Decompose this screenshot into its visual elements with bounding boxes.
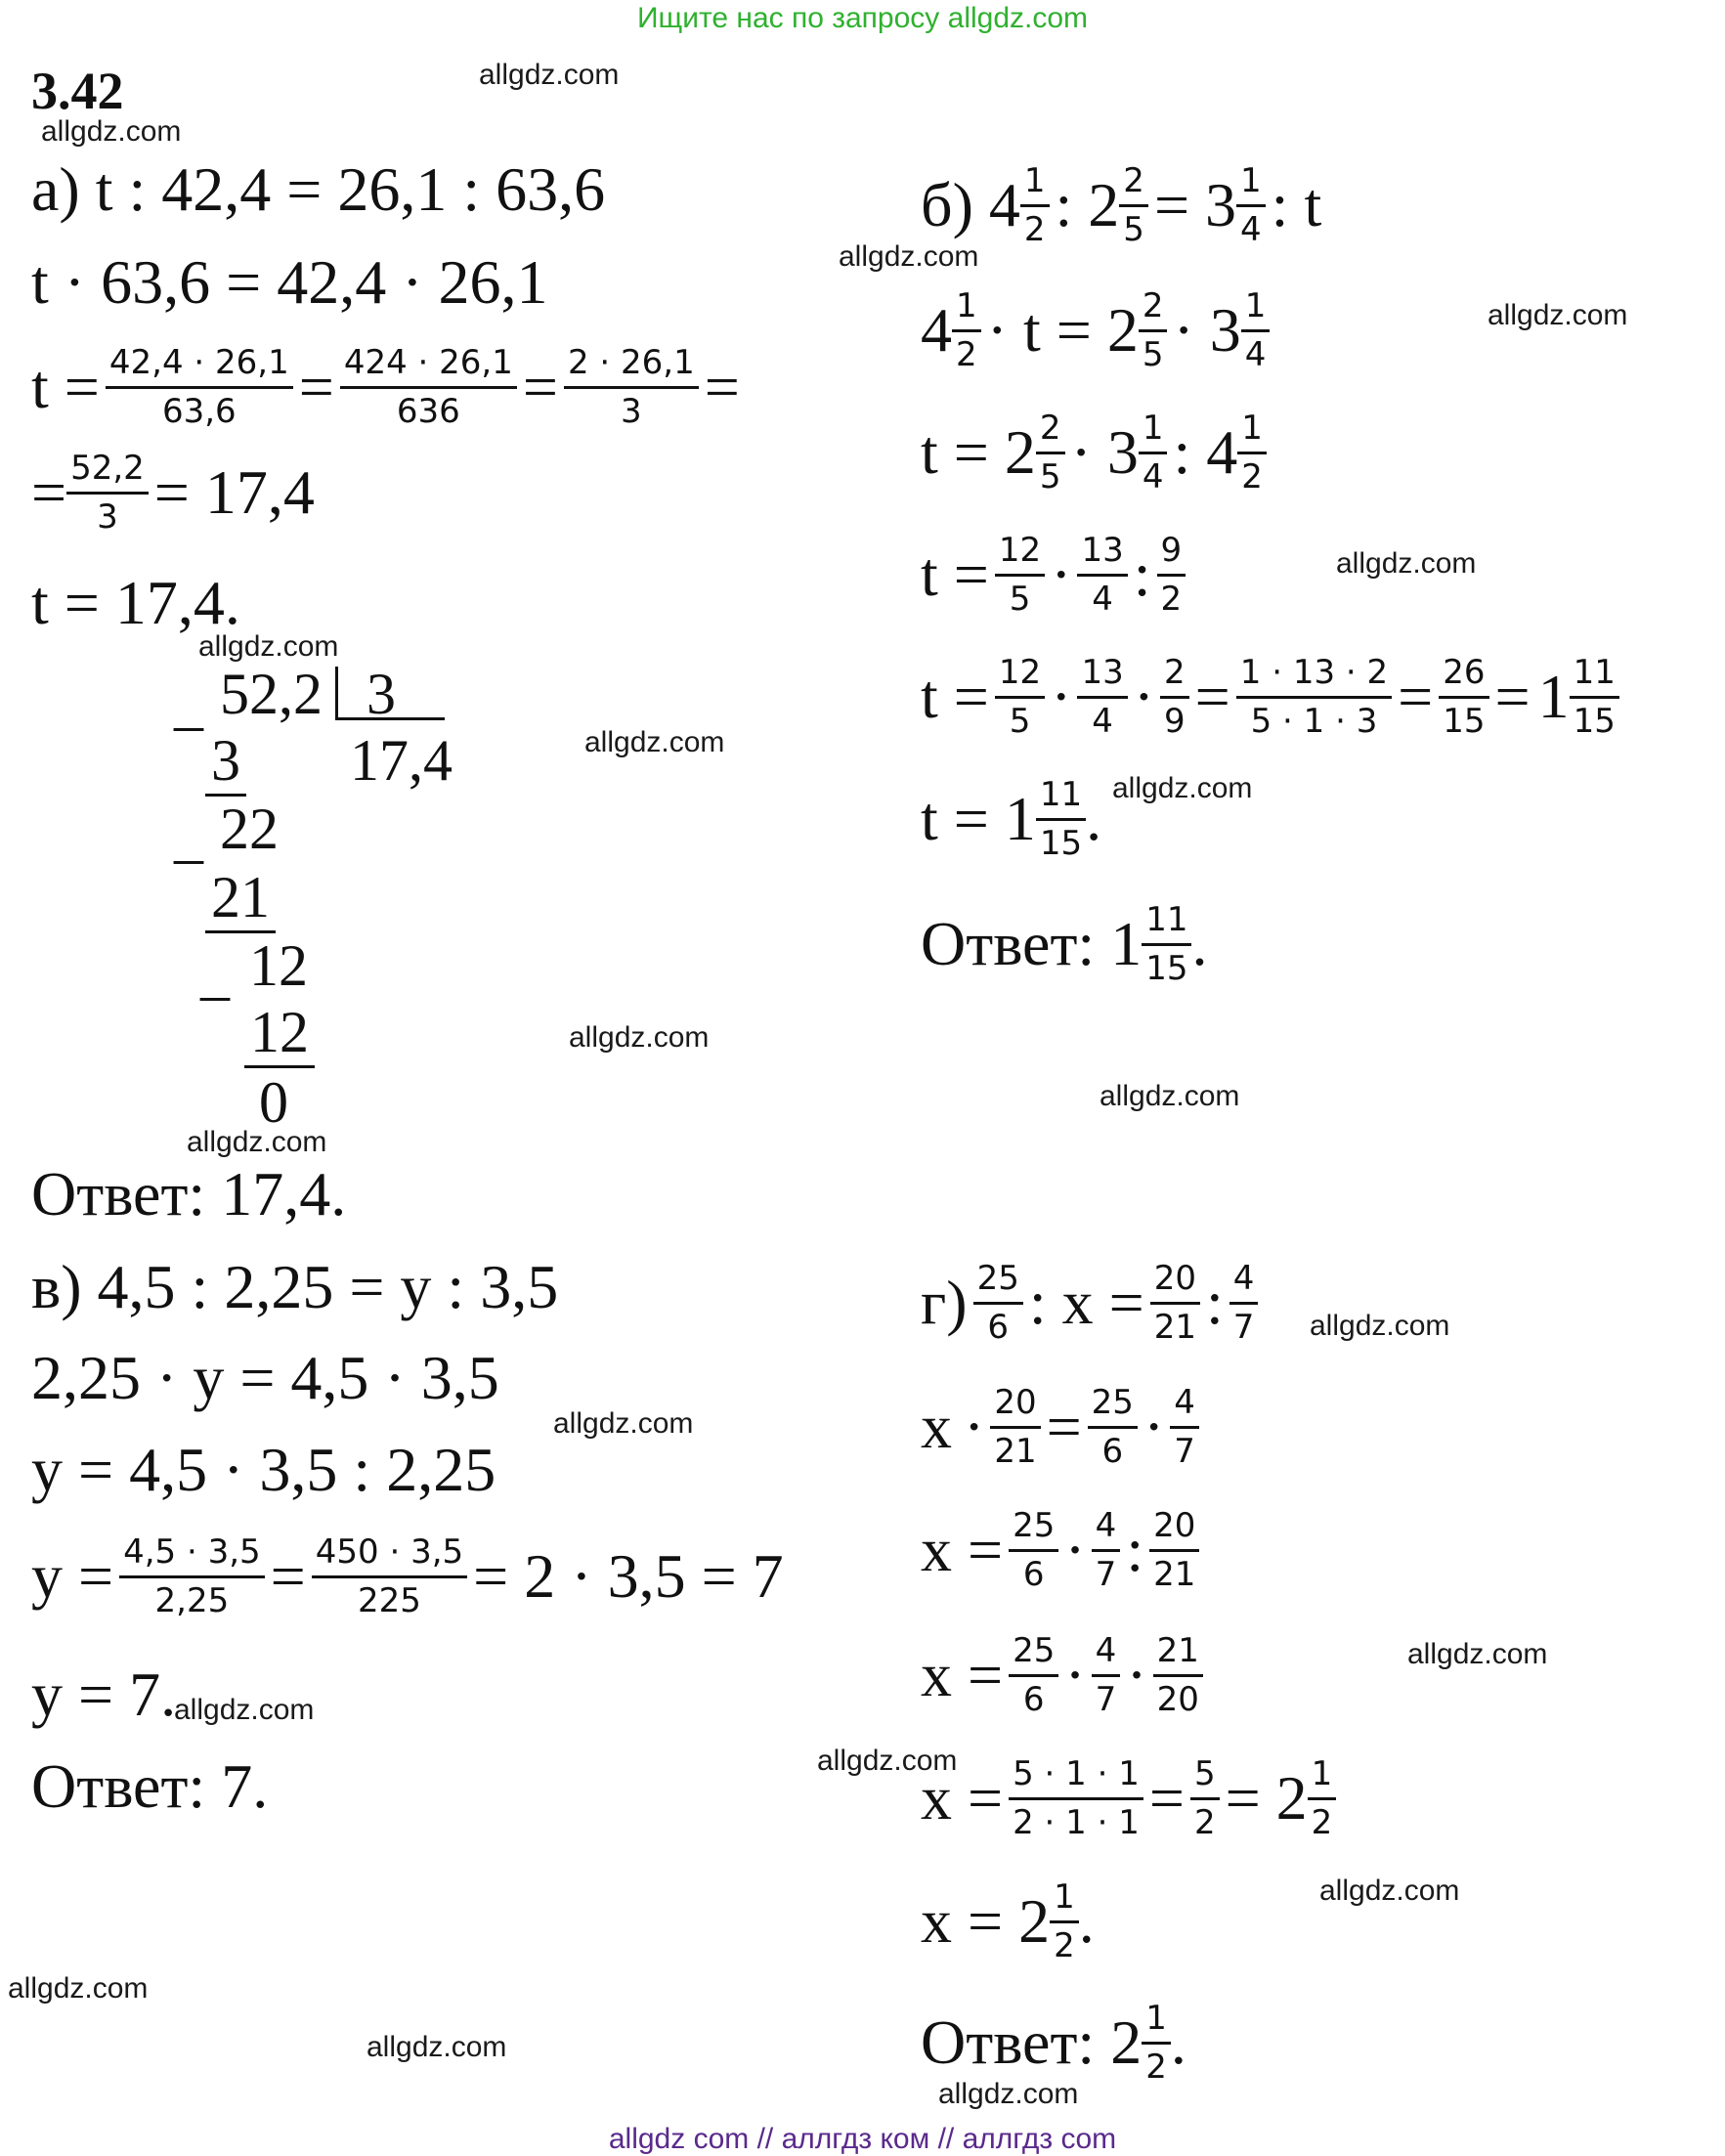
- division-minus: _: [174, 804, 203, 869]
- division-divisor: 3: [367, 662, 396, 726]
- watermark: allgdz.com: [1407, 1638, 1548, 1670]
- part-a-answer: Ответ: 17,4.: [31, 1159, 347, 1229]
- part-d-line-6: x = 2 $\frac{1}{2}$ .: [921, 1877, 1095, 1965]
- watermark: allgdz.com: [817, 1745, 958, 1777]
- fraction: $\frac{1}{2}$: [1308, 1753, 1337, 1843]
- watermark: allgdz.com: [1100, 1080, 1240, 1112]
- watermark: allgdz.com: [569, 1021, 710, 1054]
- fraction: $\frac{2}{5}$: [1139, 285, 1168, 375]
- part-c-line-3: у = 4,5 · 3,5 : 2,25: [31, 1435, 496, 1504]
- fraction: $\frac{5}{2}$: [1190, 1753, 1220, 1843]
- fraction: $\frac{4}{7}$: [1092, 1505, 1121, 1595]
- watermark: allgdz.com: [41, 115, 182, 148]
- watermark: allgdz.com: [839, 240, 979, 273]
- equals-sign: =: [31, 457, 67, 527]
- watermark: allgdz.com: [553, 1407, 694, 1440]
- watermark: allgdz.com: [1112, 772, 1253, 804]
- watermark: allgdz.com: [938, 2078, 1079, 2110]
- fraction: $\frac{1}{4}$: [1236, 160, 1266, 250]
- fraction: $\frac{1}{4}$: [1139, 408, 1168, 497]
- part-b-line-4: t = $\frac{12}{5}$ · $\frac{13}{4}$ : $\frac{9}{2}$: [921, 528, 1191, 622]
- division-quotient: 17,4: [350, 728, 453, 793]
- watermark: allgdz.com: [187, 1126, 327, 1158]
- part-c-line-5: у = 7.: [31, 1660, 177, 1729]
- fraction: $\frac{4}{7}$: [1092, 1630, 1121, 1720]
- fraction: $\frac{424 \cdot 26,1}{636}$: [340, 342, 517, 432]
- fraction: $\frac{2 \cdot 26,1}{3}$: [564, 342, 699, 432]
- division-remainder: 12: [249, 933, 308, 998]
- fraction: $\frac{2}{5}$: [1119, 160, 1148, 250]
- fraction: $\frac{25}{6}$: [973, 1258, 1023, 1348]
- equals-sign: =: [522, 352, 558, 421]
- fraction: $\frac{11}{15}$: [1142, 899, 1191, 989]
- part-b-line-1: б) 4 $\frac{1}{2}$ : 2 $\frac{2}{5}$ = 3 $\frac{1}{4}$ : t: [921, 161, 1322, 249]
- fraction: $\frac{1 \cdot 13 \cdot 2}{5 \cdot 1 \cdot 3}$: [1236, 652, 1392, 742]
- watermark: allgdz.com: [174, 1694, 315, 1726]
- fraction: $\frac{9}{2}$: [1157, 530, 1186, 620]
- fraction: $\frac{26}{15}$: [1439, 652, 1488, 742]
- bottom-banner[interactable]: allgdz com // аллгдз ком // аллгдз com: [608, 2123, 1117, 2155]
- division-minus: _: [174, 671, 203, 736]
- part-d-line-4: x = $\frac{25}{6}$ · $\frac{4}{7}$ · $\frac{21}{20}$: [921, 1628, 1209, 1722]
- watermark: allgdz.com: [1319, 1875, 1460, 1907]
- part-b-line-5: t = $\frac{12}{5}$ · $\frac{13}{4}$ · $\frac{2}{9}$ = $\frac{1 \cdot 13 \cdot 2}{5 \cdot 1 \cdot 3}$ = $\frac{26}{15}$ = 1 $\frac{11}{15}$: [921, 650, 1625, 744]
- fraction: $\frac{12}{5}$: [995, 652, 1045, 742]
- division-step: 3: [205, 731, 246, 797]
- problem-number: 3.42: [31, 62, 124, 120]
- watermark: allgdz.com: [198, 630, 339, 663]
- watermark: allgdz.com: [1310, 1310, 1450, 1342]
- part-d-line-5: x = $\frac{5 \cdot 1 \cdot 1}{2 \cdot 1 \cdot 1}$ = $\frac{5}{2}$ = 2 $\frac{1}{2}$: [921, 1751, 1342, 1845]
- fraction: $\frac{12}{5}$: [995, 530, 1045, 620]
- fraction: $\frac{20}{21}$: [1150, 1258, 1200, 1348]
- equals-sign: =: [704, 352, 740, 421]
- equals-result: = 17,4: [153, 457, 315, 527]
- fraction: $\frac{25}{6}$: [1009, 1630, 1058, 1720]
- part-b-answer: Ответ: 1 $\frac{11}{15}$ .: [921, 900, 1208, 988]
- fraction: $\frac{2}{5}$: [1036, 408, 1065, 497]
- fraction: $\frac{52,2}{3}$: [66, 448, 149, 538]
- watermark: allgdz.com: [479, 59, 620, 91]
- fraction: $\frac{13}{4}$: [1077, 652, 1127, 742]
- part-a-line-4: [31, 446, 315, 539]
- fraction: $\frac{42,4 \cdot 26,1}{63,6}$: [106, 342, 293, 432]
- fraction: $\frac{25}{6}$: [1088, 1382, 1138, 1472]
- fraction: $\frac{4,5 \cdot 3,5}{2,25}$: [119, 1531, 265, 1621]
- fraction: $\frac{11}{15}$: [1570, 652, 1619, 742]
- fraction: $\frac{4}{7}$: [1229, 1258, 1259, 1348]
- fraction: $\frac{1}{2}$: [952, 285, 981, 375]
- division-step: 12: [244, 1003, 315, 1068]
- fraction: $\frac{1}{4}$: [1241, 285, 1271, 375]
- watermark: allgdz.com: [8, 1972, 149, 2005]
- fraction: $\frac{1}{2}$: [1237, 408, 1267, 497]
- fraction: $\frac{450 \cdot 3,5}{225}$: [312, 1531, 467, 1621]
- fraction: $\frac{1}{2}$: [1020, 160, 1050, 250]
- part-b-line-3: t = 2 $\frac{2}{5}$ · 3 $\frac{1}{4}$ : 4 $\frac{1}{2}$: [921, 406, 1272, 499]
- part-d-line-2: x · $\frac{20}{21}$ = $\frac{25}{6}$ · $\frac{4}{7}$: [921, 1380, 1205, 1474]
- part-a-line-1: а) t : 42,4 = 26,1 : 63,6: [31, 154, 606, 224]
- fraction: $\frac{1}{2}$: [1142, 1998, 1171, 2088]
- part-d-line-3: x = $\frac{25}{6}$ · $\frac{4}{7}$ : $\frac{20}{21}$: [921, 1503, 1205, 1597]
- fraction: $\frac{20}{21}$: [990, 1382, 1040, 1472]
- fraction: $\frac{21}{20}$: [1153, 1630, 1203, 1720]
- division-bar: [335, 667, 338, 719]
- equals-sign: =: [298, 352, 334, 421]
- part-d-line-1: г) $\frac{25}{6}$ : x = $\frac{20}{21}$ : $\frac{4}{7}$: [921, 1256, 1264, 1350]
- watermark: allgdz.com: [367, 2031, 507, 2063]
- part-a-line-2: t · 63,6 = 42,4 · 26,1: [31, 247, 548, 317]
- fraction: $\frac{2}{9}$: [1160, 652, 1189, 742]
- part-c-line-1: в) 4,5 : 2,25 = у : 3,5: [31, 1252, 559, 1321]
- part-a-line-3: [31, 340, 740, 434]
- part-a-line-5: t = 17,4.: [31, 568, 240, 637]
- fraction: $\frac{20}{21}$: [1149, 1505, 1199, 1595]
- fraction: $\frac{13}{4}$: [1077, 530, 1127, 620]
- part-b-line-2: 4 $\frac{1}{2}$ · t = 2 $\frac{2}{5}$ · 3 $\frac{1}{4}$: [921, 283, 1275, 377]
- watermark: allgdz.com: [1488, 299, 1628, 331]
- part-d-answer: Ответ: 2 $\frac{1}{2}$ .: [921, 1999, 1186, 2087]
- fraction: $\frac{1}{2}$: [1050, 1876, 1079, 1966]
- part-b-line-6: t = 1 $\frac{11}{15}$ .: [921, 775, 1102, 863]
- division-remainder: 22: [220, 797, 279, 861]
- part-c-answer: Ответ: 7.: [31, 1751, 269, 1821]
- fraction: $\frac{4}{7}$: [1170, 1382, 1199, 1472]
- top-banner[interactable]: Ищите нас по запросу allgdz.com: [636, 2, 1089, 34]
- division-remainder: 0: [259, 1070, 288, 1135]
- watermark: allgdz.com: [1336, 547, 1477, 580]
- part-c-line-2: 2,25 · у = 4,5 · 3,5: [31, 1343, 499, 1412]
- watermark: allgdz.com: [584, 726, 725, 758]
- division-minus: _: [200, 941, 230, 1006]
- division-step: 21: [205, 868, 276, 933]
- fraction: $\frac{11}{15}$: [1036, 774, 1086, 864]
- fraction: $\frac{5 \cdot 1 \cdot 1}{2 \cdot 1 \cdot 1}$: [1009, 1753, 1143, 1843]
- division-dividend: 52,2: [220, 662, 323, 726]
- part-c-line-4: у = $\frac{4,5 \cdot 3,5}{2,25}$ = $\frac{450 \cdot 3,5}{225}$ = 2 · 3,5 = 7: [31, 1532, 784, 1620]
- fraction: $\frac{25}{6}$: [1009, 1505, 1058, 1595]
- t-equals: t =: [31, 352, 100, 421]
